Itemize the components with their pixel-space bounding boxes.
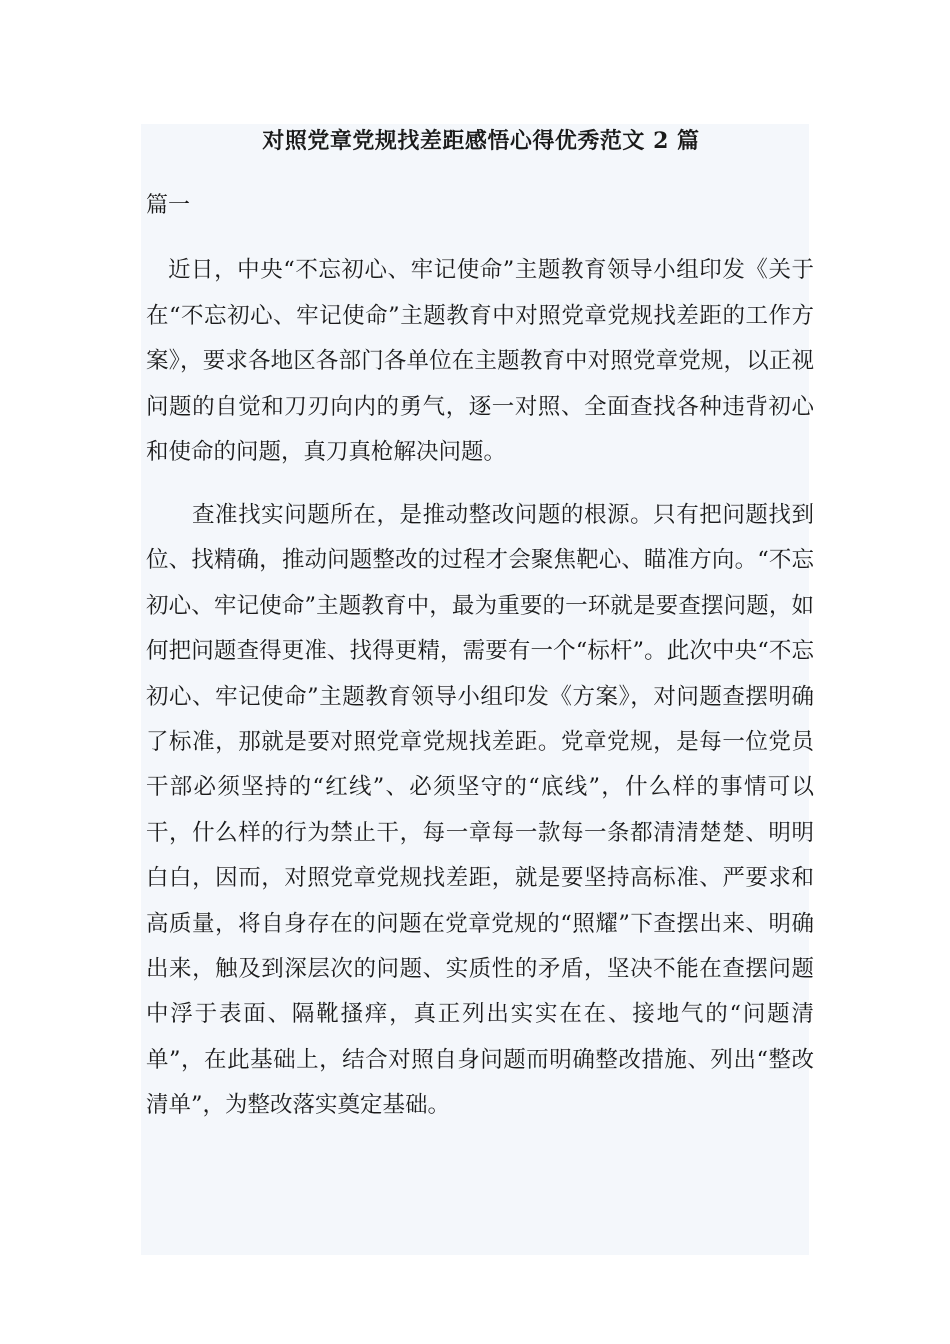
paragraph-1: 近日，中央“不忘初心、牢记使命”主题教育领导小组印发《关于在“不忘初心、牢记使命”主题教育中对照党章党规找差距的工作方案》，要求各地区各部门各单位在主题教育中对照党章党规，以正视问题的自觉和刀刃向内的勇气，逐一对照、全面查找各种违背初心和使命的问题，真刀真枪解决问题。: [146, 257, 814, 465]
section-heading: 篇一: [146, 193, 191, 218]
document-title: 对照党章党规找差距感悟心得优秀范文 2 篇: [262, 128, 700, 154]
paragraph-2: 查准找实问题所在，是推动整改问题的根源。只有把问题找到位、找精确，推动问题整改的过程才会聚焦靶心、瞄准方向。“不忘初心、牢记使命”主题教育中，最为重要的一环就是要查摆问题，如何把问题查得更准、找得更精，需要有一个“标杆”。此次中央“不忘初心、牢记使命”主题教育领导小组印发《方案》，对问题查摆明确了标准，那就是要对照党章党规找差距。党章党规，是每一位党员干部必须坚持的“红线”、必须坚守的“底线”，什么样的事情可以干，什么样的行为禁止干，每一章每一款每一条都清清楚楚、明明白白，因而，对照党章党规找差距，就是要坚持高标准、严要求和高质量，将自身存在的问题在党章党规的“照耀”下查摆出来、明确出来，触及到深层次的问题、实质性的矛盾，坚决不能在查摆问题中浮于表面、隔靴搔痒，真正列出实实在在、接地气的“问题清单”，在此基础上，结合对照自身问题而明确整改措施、列出“整改清单”，为整改落实奠定基础。: [146, 502, 814, 1119]
